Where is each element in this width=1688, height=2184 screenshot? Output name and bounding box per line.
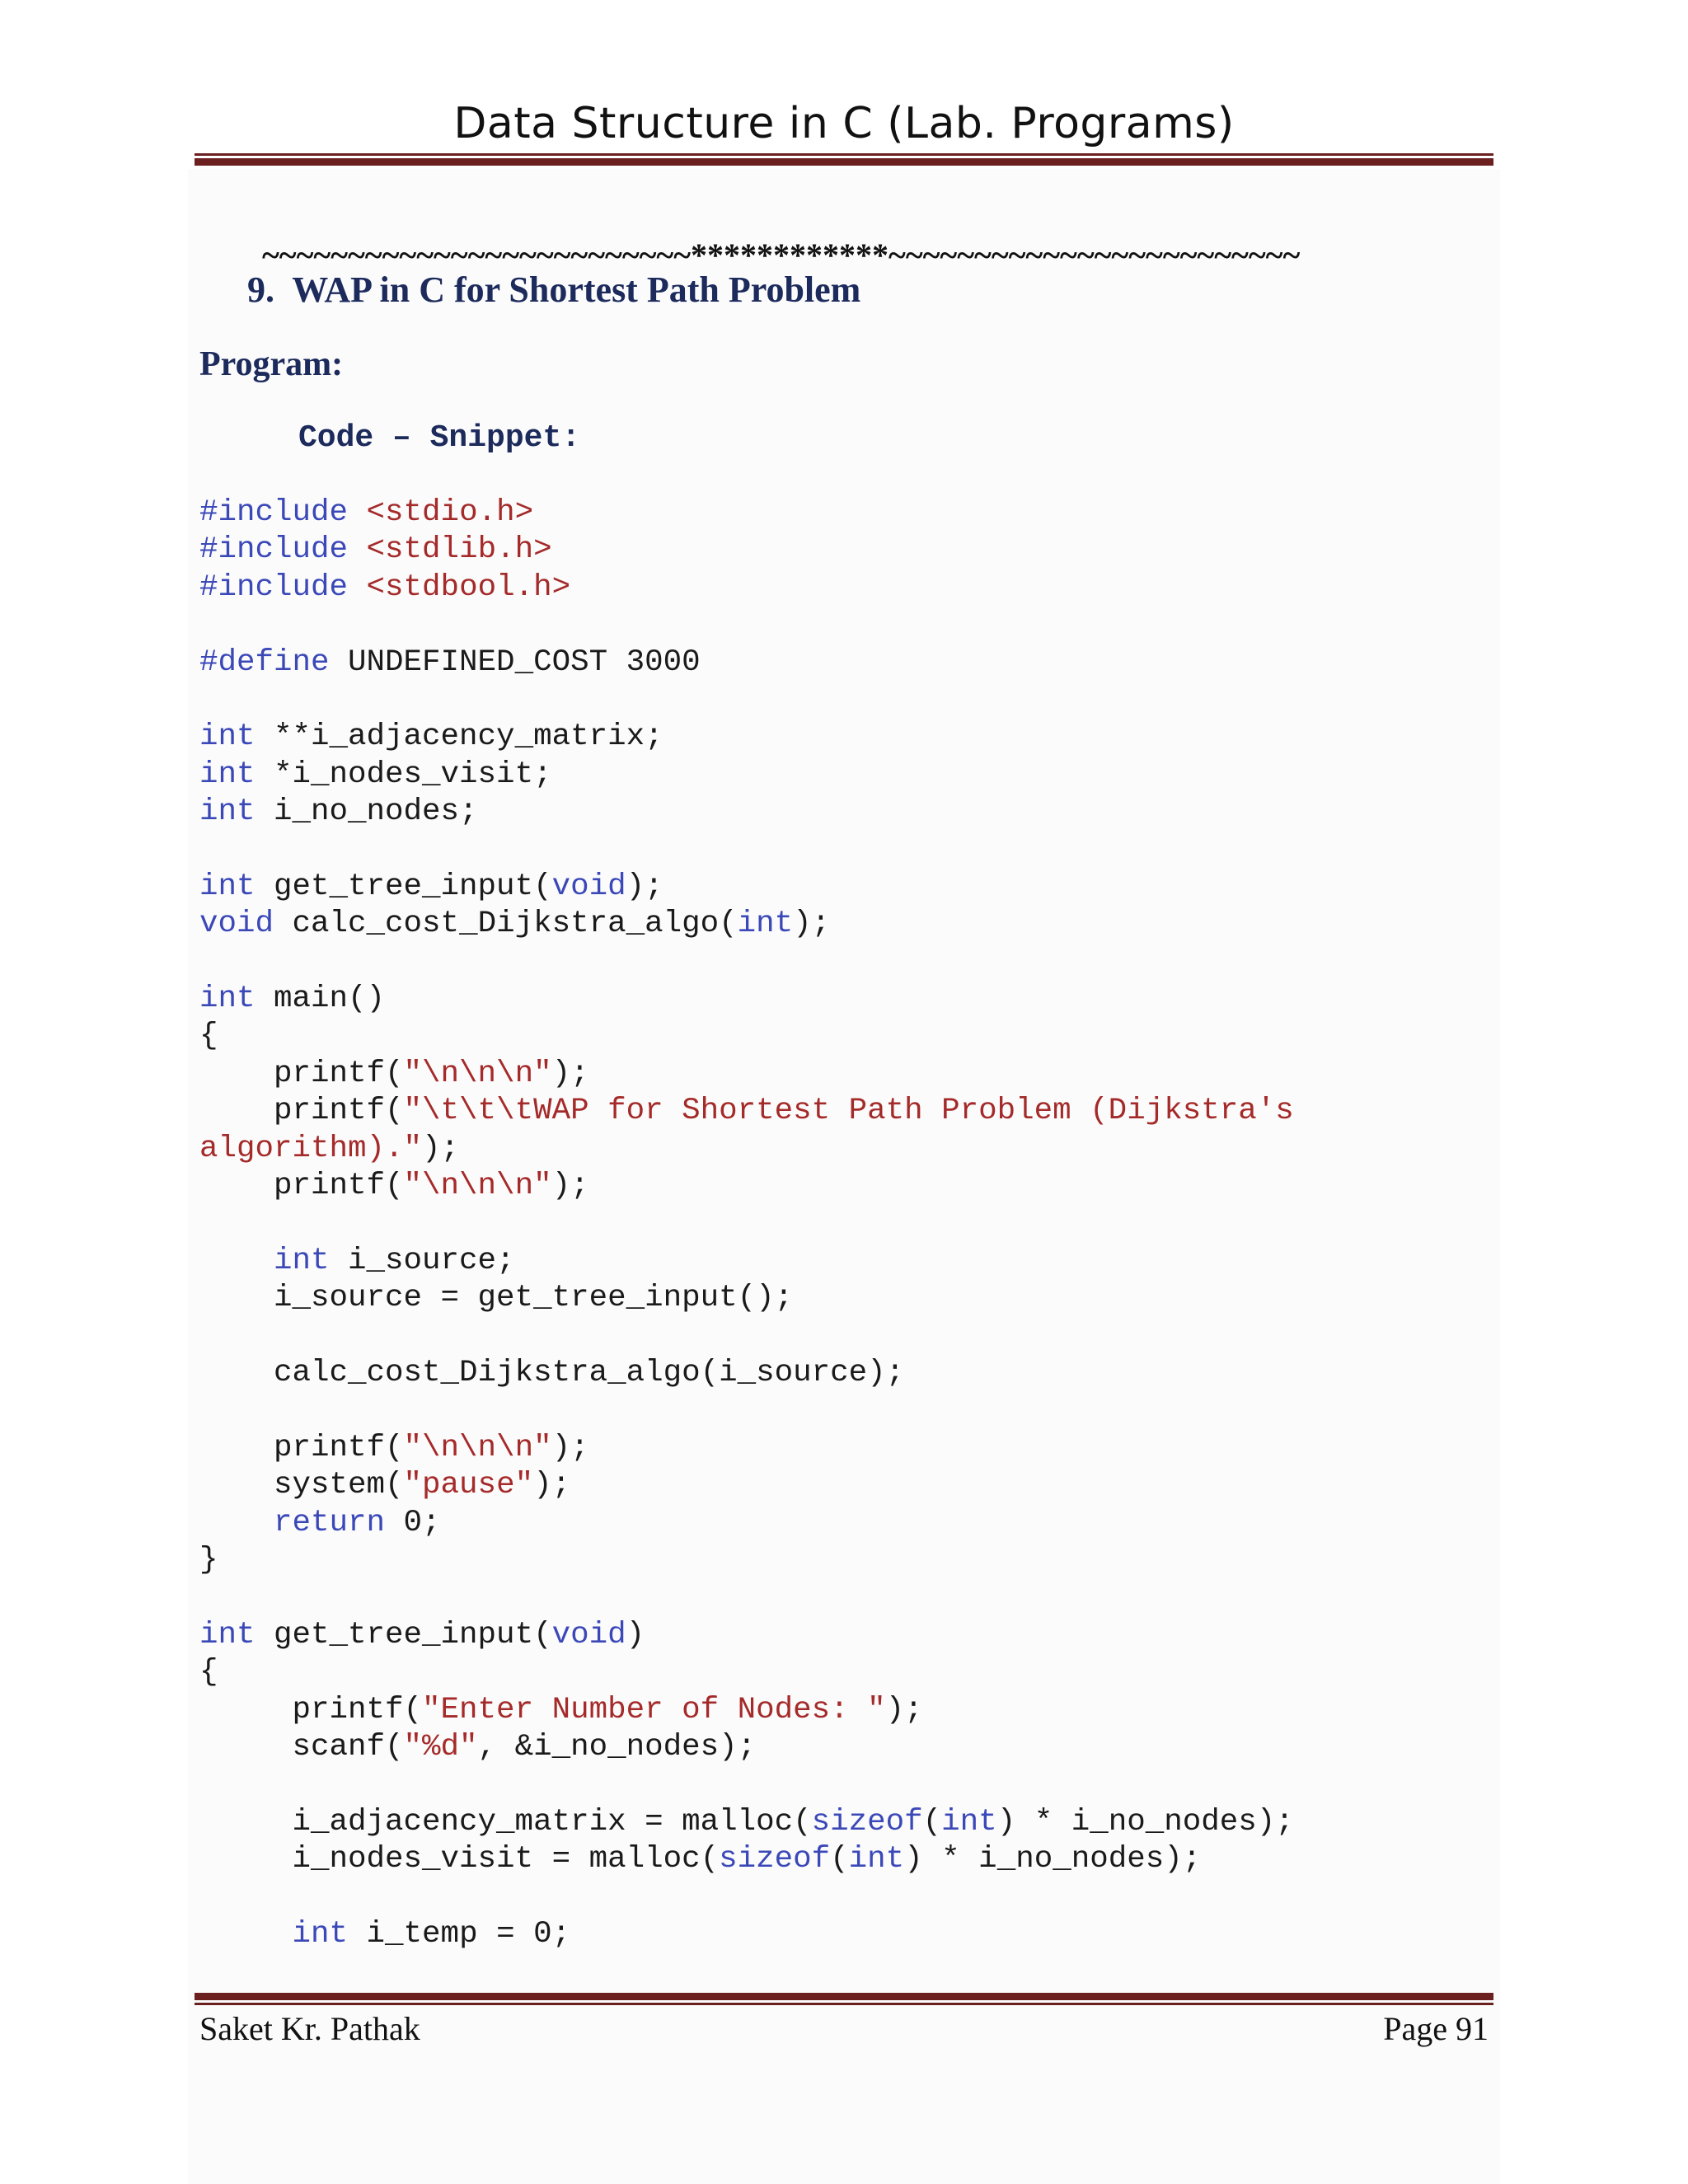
code-line [199,1916,1294,1953]
code-text: ); [793,907,831,942]
code-text: , &i_no_nodes); [477,1729,757,1765]
code-string: "\n\n\n" [403,1169,552,1204]
footer-author: Saket Kr. Pathak [199,2010,420,2047]
code-keyword: void [199,907,293,942]
page-number: Page 91 [1383,2010,1489,2047]
code-text [199,1506,274,1540]
code-line [199,1505,1294,1542]
code-text: system( [199,1468,404,1503]
code-line [199,944,1294,981]
code-line [199,1093,1294,1130]
code-text: ); [422,1131,460,1166]
code-line [199,719,1294,756]
code-keyword: sizeof [811,1804,923,1840]
code-text: ) [626,1617,645,1652]
code-line [199,1280,1294,1317]
code-text: scanf( [199,1729,404,1765]
code-text: printf( [199,1169,404,1204]
code-line [199,1430,1294,1467]
code-line [199,1579,1294,1616]
code-keyword: void [551,1617,626,1652]
code-text: ( [830,1842,849,1877]
code-text: } [199,1542,218,1577]
code-line [199,1392,1294,1429]
section-heading: 9. WAP in C for Shortest Path Problem [247,269,861,310]
code-text: ( [922,1804,942,1840]
code-line [199,981,1294,1018]
code-line [199,1355,1294,1392]
code-text: UNDEFINED_COST 3000 [348,644,701,680]
code-line [199,1131,1294,1168]
code-keyword: int [848,1842,905,1877]
header-rule-thin [195,153,1493,156]
code-text: printf( [199,1430,404,1465]
code-line [199,644,1294,682]
code-text: get_tree_input( [274,1617,552,1652]
code-line [199,1617,1294,1654]
code-text: **i_adjacency_matrix; [274,719,663,755]
code-string: <stdbool.h> [366,569,571,605]
code-text: printf( [199,1056,404,1091]
code-text: i_temp = 0; [366,1916,571,1952]
program-label: Program: [199,345,344,383]
code-keyword: void [551,869,626,904]
code-string: "Enter Number of Nodes: " [422,1692,886,1727]
code-text: 0; [403,1505,441,1540]
code-line [199,1467,1294,1504]
header-rule-thick [195,158,1493,166]
code-line [199,757,1294,794]
code-text: i_adjacency_matrix = malloc( [199,1804,812,1840]
code-string: "pause" [403,1468,534,1503]
code-string: <stdlib.h> [366,532,552,568]
code-line [199,1056,1294,1093]
code-string: algorithm)." [199,1131,423,1166]
code-text: i_nodes_visit = malloc( [199,1842,720,1877]
header-title: Data Structure in C (Lab. Programs) [453,99,1235,148]
code-keyword: int [199,719,274,755]
footer-rule-thick [195,1993,1493,2000]
code-keyword: int [199,1617,274,1652]
snippet-label: Code – Snippet: [298,420,581,456]
code-line [199,1692,1294,1729]
code-string: "\n\n\n" [403,1056,552,1091]
code-line [199,1729,1294,1766]
code-line [199,1542,1294,1579]
code-string: "\t\t\tWAP for Shortest Path Problem (Dijkstra's [403,1094,1294,1129]
section-separator: ~~~~~~~~~~~~~~~~~~~~~~~~~************~~~~~~~~~~~~~~~~~~~~~~~~ [262,237,1301,274]
code-line [199,1841,1294,1878]
code-text: { [199,1655,218,1690]
code-text: ); [551,1056,589,1091]
code-line [199,569,1294,607]
code-line [199,869,1294,906]
code-keyword: int [199,757,274,792]
code-text: i_source = get_tree_input(); [199,1281,794,1316]
code-text: main() [274,982,386,1017]
code-text: i_no_nodes; [274,794,478,830]
code-line [199,1205,1294,1242]
code-keyword: #define [199,644,349,680]
code-text: ) * i_no_nodes); [904,1842,1202,1877]
code-keyword: int [199,794,274,830]
code-text: get_tree_input( [274,869,552,904]
code-line [199,1018,1294,1055]
code-keyword: return [274,1505,404,1540]
code-line [199,607,1294,644]
code-text: *i_nodes_visit; [274,757,552,792]
code-keyword: #include [199,495,367,530]
code-keyword: int [199,982,274,1017]
code-block [199,494,1294,1953]
footer-rule-thin [195,2003,1493,2005]
code-keyword: #include [199,532,367,568]
code-line [199,1804,1294,1841]
code-keyword: int [274,1243,349,1278]
code-line [199,682,1294,719]
code-line [199,1318,1294,1355]
code-text: calc_cost_Dijkstra_algo( [292,907,738,942]
code-line [199,1243,1294,1280]
code-keyword: #include [199,569,367,605]
code-line [199,1878,1294,1915]
code-text: ); [551,1430,589,1465]
code-keyword: int [199,869,274,904]
code-line [199,906,1294,943]
code-text: i_source; [348,1243,515,1278]
code-text [199,1917,293,1952]
code-keyword: sizeof [719,1842,831,1877]
code-text: printf( [199,1094,404,1129]
code-text: ); [551,1169,589,1204]
code-text: printf( [199,1692,423,1727]
code-keyword: int [737,907,794,942]
code-text: calc_cost_Dijkstra_algo(i_source); [199,1355,905,1390]
code-keyword: int [292,1916,367,1952]
code-string: "%d" [403,1729,478,1765]
code-string: "\n\n\n" [403,1430,552,1465]
code-line [199,532,1294,569]
code-keyword: int [941,1804,997,1840]
code-text: ); [626,869,663,904]
code-text: ); [885,1692,923,1727]
code-line [199,832,1294,869]
code-text [199,1244,274,1278]
code-line [199,1168,1294,1205]
code-line [199,494,1294,532]
code-text: ) * i_no_nodes); [996,1804,1294,1840]
code-string: <stdio.h> [366,495,534,530]
code-text: ); [533,1468,571,1503]
code-line [199,1654,1294,1691]
code-line [199,794,1294,831]
code-text: { [199,1019,218,1054]
code-line [199,1766,1294,1803]
